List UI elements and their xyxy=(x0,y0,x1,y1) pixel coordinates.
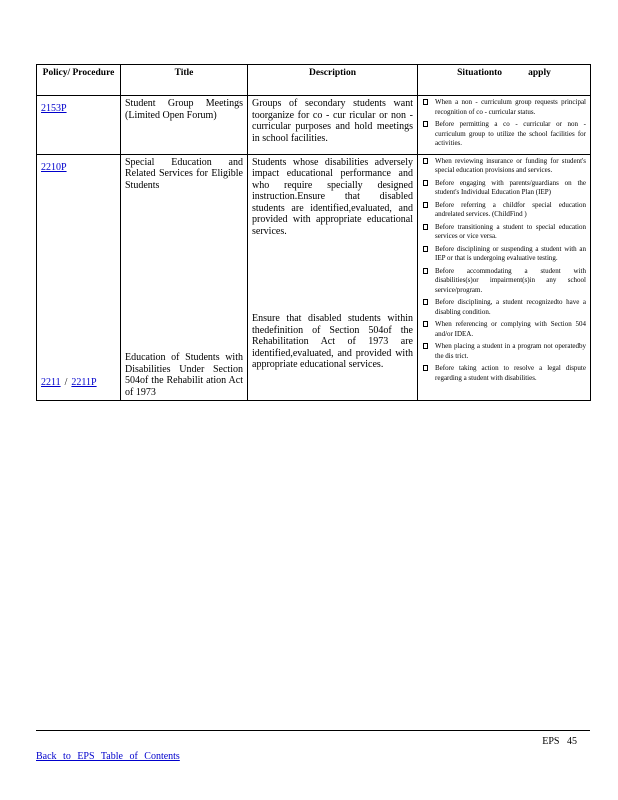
title-cell: Student Group Meetings (Limited Open Forum) xyxy=(121,96,248,155)
policy-link-2153p[interactable]: 2153P xyxy=(41,103,67,114)
checkbox-bullet-icon xyxy=(423,158,428,164)
checkbox-bullet-icon xyxy=(423,180,428,186)
checkbox-bullet-icon xyxy=(423,343,428,349)
footer-divider xyxy=(36,730,590,731)
policy-table xyxy=(36,64,591,401)
list-item: Before accommodating a student with disabilities(s)or impairment(s)in any school service/program. xyxy=(422,267,586,296)
policy-link-2211p[interactable]: 2211P xyxy=(71,376,97,388)
situations-list-2211 xyxy=(422,267,586,384)
list-item: Before permitting a co - curricular or non - curriculum group to utilize the school facilities for activities. xyxy=(422,120,586,149)
policy-link-2211[interactable]: 2211 xyxy=(41,376,61,388)
list-item: Before disciplining or suspending a student with an IEP or that is undergoing evaluative testing. xyxy=(422,245,586,264)
header-title: Title xyxy=(121,65,248,96)
policy-cell xyxy=(37,154,121,401)
checkbox-bullet-icon xyxy=(423,224,428,230)
list-item: When placing a student in a program not operatedby the dis trict. xyxy=(422,342,586,361)
checkbox-bullet-icon xyxy=(423,365,428,371)
table-header-row xyxy=(37,65,591,96)
checkbox-bullet-icon xyxy=(423,121,428,127)
policy-cell xyxy=(37,96,121,155)
checkbox-bullet-icon xyxy=(423,321,428,327)
back-to-contents-link[interactable]: Back to EPS Table of Contents xyxy=(36,751,180,762)
list-item: When a non - curriculum group requests principal recognition of co - curricular status. xyxy=(422,98,586,117)
policy-link-2210p[interactable]: 2210P xyxy=(41,161,67,173)
list-item: When reviewing insurance or funding for student's special education provisions and services. xyxy=(422,157,586,176)
header-policy: Policy/ Procedure xyxy=(37,65,121,96)
checkbox-bullet-icon xyxy=(423,268,428,274)
description-cell: Students whose disabilities adversely impact educational performance and who require specially designed instruction.Ensure that disabled students are identified,evaluated, and provided with appropriate educational services. Ensure that disabled students within thedefinition of Section 504of the Rehabilitation Act of 1973 are identified,evaluated, and provided with appropriate educational services. xyxy=(248,154,418,401)
list-item: Before taking action to resolve a legal dispute regarding a student with disabilities. xyxy=(422,364,586,383)
checkbox-bullet-icon xyxy=(423,202,428,208)
table-row xyxy=(37,154,591,401)
list-item: Before disciplining, a student recognizedto have a disabling condition. xyxy=(422,298,586,317)
situations-cell xyxy=(418,96,591,155)
situations-cell xyxy=(418,154,591,401)
checkbox-bullet-icon xyxy=(423,246,428,252)
list-item: When referencing or complying with Section 504 and/or IDEA. xyxy=(422,320,586,339)
list-item: Before referring a childfor special education andrelated services. (ChildFind ) xyxy=(422,201,586,220)
header-situations: Situationto apply xyxy=(418,65,591,96)
list-item: Before engaging with parents/guardians on the student's Individual Education Plan (IEP) xyxy=(422,179,586,198)
description-cell: Groups of secondary students want toorganize for co - cur ricular or non - curricular purposes and hold meetings in school facilities. xyxy=(248,96,418,155)
checkbox-bullet-icon xyxy=(423,299,428,305)
list-item: Before transitioning a student to special education services or vice versa. xyxy=(422,223,586,242)
description-text-2211: Ensure that disabled students within thedefinition of Section 504of the Rehabilitation Act of 1973 are identified,evaluated, and provided with appropriate educational services. xyxy=(252,313,413,370)
policy-separator: / xyxy=(64,376,68,388)
title-text-2211: Education of Students with Disabilities Under Section 504of the Rehabilit ation Act of 1973 xyxy=(125,352,243,398)
checkbox-bullet-icon xyxy=(423,99,428,105)
header-description: Description xyxy=(248,65,418,96)
table-row xyxy=(37,96,591,155)
page-number: EPS 45 xyxy=(542,736,577,747)
title-cell: Special Education and Related Services for Eligible Students Education of Students with Disabilities Under Section 504of the Rehabilit ation Act of 1973 xyxy=(121,154,248,401)
